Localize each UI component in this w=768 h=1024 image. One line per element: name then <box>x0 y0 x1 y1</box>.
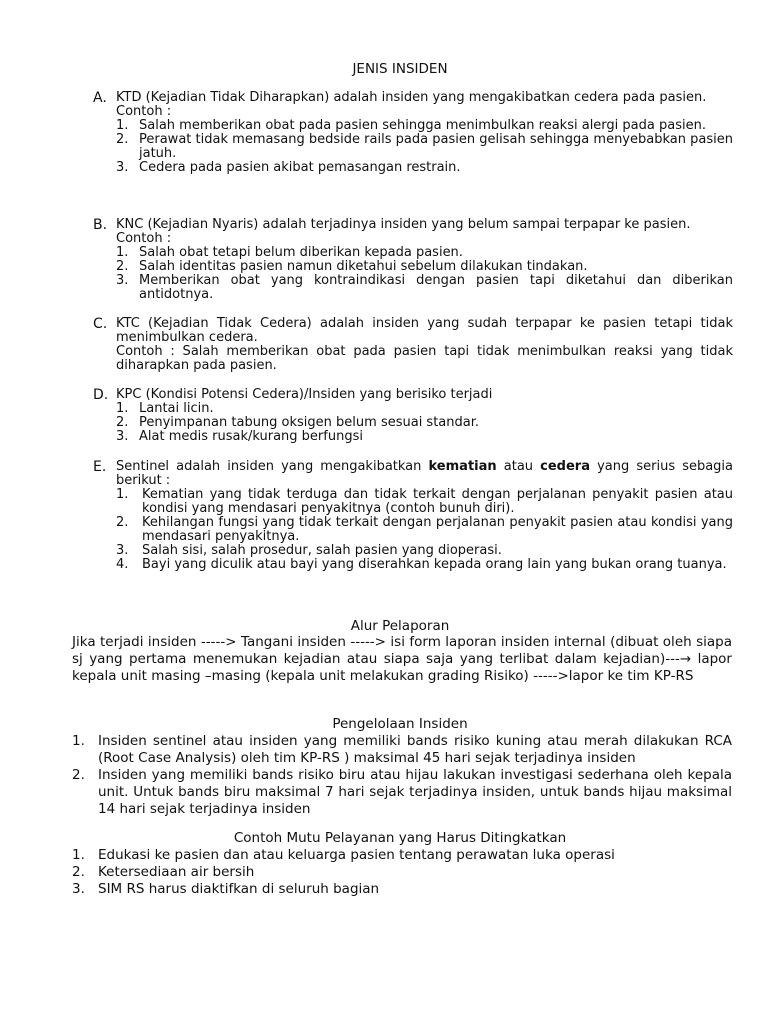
contoh-label: Contoh : <box>116 231 172 246</box>
section-e <box>93 460 733 572</box>
list-item <box>72 881 732 898</box>
item-number: 3. <box>116 543 129 558</box>
item-text: Edukasi ke pasien dan atau keluarga pasien tentang perawatan luka operasi <box>98 847 615 863</box>
section-text: KPC (Kondisi Potensi Cedera)/Insiden yang berisiko terjadi <box>116 387 493 402</box>
section-letter: A. <box>93 90 107 106</box>
item-number: 2. <box>72 864 85 880</box>
list-item <box>116 430 733 444</box>
section-text: KTD (Kejadian Tidak Diharapkan) adalah insiden yang mengakibatkan cedera pada pasien. <box>116 90 707 105</box>
list-item <box>116 246 733 260</box>
list-item <box>116 516 733 544</box>
section-text: KNC (Kejadian Nyaris) adalah terjadinya insiden yang belum sampai terpapar ke pasien. <box>116 217 691 232</box>
alur-text: Jika terjadi insiden -----> Tangani insiden -----> isi form laporan insiden internal (dibuat oleh siapa sj yang pertama menemukan kejadian atau siapa saja yang terlibat dalam kejadian)---→ lapor kepala unit masing –masing (kepala unit melakukan grading Risiko) ----->lapor ke tim KP-RS <box>72 634 732 684</box>
item-text: Alat medis rusak/kurang berfungsi <box>139 429 363 444</box>
item-number: 1. <box>116 487 129 502</box>
list-item <box>116 402 733 416</box>
section-letter: C. <box>93 316 108 332</box>
list-item <box>116 274 733 302</box>
list-item <box>116 133 733 161</box>
pengelolaan-heading: Pengelolaan Insiden <box>332 716 468 732</box>
arrow-symbol: → <box>679 651 692 667</box>
list-item <box>72 847 732 864</box>
item-number: 3. <box>116 273 129 288</box>
section-text: Sentinel adalah insiden yang mengakibatkan kematian atau cedera yang serius sebagia berikut : <box>116 459 734 488</box>
list-item <box>116 488 733 516</box>
section-b <box>93 218 733 302</box>
section-text: KTC (Kejadian Tidak Cedera) adalah insiden yang sudah terpapar ke pasien tetapi tidak menimbulkan cedera. <box>116 316 733 345</box>
item-number: 3. <box>116 160 129 175</box>
section-letter: B. <box>93 217 108 233</box>
item-number: 3. <box>116 429 129 444</box>
item-number: 2. <box>116 132 129 147</box>
page-title: JENIS INSIDEN <box>352 61 448 77</box>
item-text: Kehilangan fungsi yang tidak terkait dengan perjalanan penyakit pasien atau kondisi yang mendasari penyakitnya. <box>142 515 733 544</box>
item-text: Insiden sentinel atau insiden yang memiliki bands risiko kuning atau merah dilakukan RCA (Root Case Analysis) oleh tim KP-RS ) maksimal 45 hari sejak terjadinya insiden <box>98 733 732 766</box>
item-number: 1. <box>116 401 129 416</box>
pengelolaan-list <box>72 733 732 818</box>
list-item <box>116 260 733 274</box>
item-text: Insiden yang memiliki bands risiko biru atau hijau lakukan investigasi sederhana oleh kepala unit. Untuk bands biru maksimal 7 hari sejak terjadinya insiden, untuk bands hijau maksimal 14 hari sejak terjadinya insiden <box>98 767 732 817</box>
contoh-text: Contoh : Salah memberikan obat pada pasien tapi tidak menimbulkan reaksi yang tidak diharapkan pada pasien. <box>116 344 733 373</box>
item-text: Perawat tidak memasang bedside rails pada pasien gelisah sehingga menyebabkan pasien jatuh. <box>139 132 733 161</box>
bold-kematian: kematian <box>428 459 497 474</box>
item-text: Salah identitas pasien namun diketahui sebelum dilakukan tindakan. <box>139 259 588 274</box>
list-item <box>116 416 733 430</box>
item-number: 1. <box>72 847 85 863</box>
item-text: SIM RS harus diaktifkan di seluruh bagian <box>98 881 380 897</box>
item-text: Memberikan obat yang kontraindikasi dengan pasien tapi diketahui dan diberikan antidotnya. <box>139 273 733 302</box>
list-item <box>116 544 733 558</box>
item-text: Kematian yang tidak terduga dan tidak terkait dengan perjalanan penyakit pasien atau kondisi yang mendasari penyakitnya (contoh bunuh diri). <box>142 487 733 516</box>
item-text: Lantai licin. <box>139 401 214 416</box>
bold-cedera: cedera <box>540 459 590 474</box>
item-number: 2. <box>72 767 85 783</box>
list-item <box>116 119 733 133</box>
item-text: Salah obat tetapi belum diberikan kepada pasien. <box>139 245 463 260</box>
item-text: Penyimpanan tabung oksigen belum sesuai standar. <box>139 415 480 430</box>
list-item <box>72 767 732 818</box>
list-item <box>72 733 732 767</box>
item-number: 4. <box>116 557 129 572</box>
section-letter: D. <box>93 387 109 403</box>
item-number: 2. <box>116 515 129 530</box>
item-text: Cedera pada pasien akibat pemasangan restrain. <box>139 160 461 175</box>
item-text: Ketersediaan air bersih <box>98 864 255 880</box>
mutu-list <box>72 847 732 898</box>
item-number: 1. <box>116 118 129 133</box>
item-number: 1. <box>72 733 85 749</box>
item-number: 3. <box>72 881 85 897</box>
item-number: 2. <box>116 259 129 274</box>
item-number: 1. <box>116 245 129 260</box>
section-a <box>93 91 733 175</box>
list-item <box>116 161 733 175</box>
list-item <box>116 558 733 572</box>
alur-text-body: Jika terjadi insiden -----> Tangani insiden -----> isi form laporan insiden internal (dibuat oleh siapa sj yang pertama menemukan kejadian atau siapa saja yang terlibat dalam kejadian)--- <box>72 634 732 667</box>
section-letter: E. <box>93 459 107 475</box>
section-c <box>93 317 733 373</box>
alur-heading: Alur Pelaporan <box>350 618 450 634</box>
mutu-heading: Contoh Mutu Pelayanan yang Harus Ditingkatkan <box>233 830 567 846</box>
list-item <box>72 864 732 881</box>
item-text: Salah sisi, salah prosedur, salah pasien yang dioperasi. <box>142 543 502 558</box>
item-text: Bayi yang diculik atau bayi yang diserahkan kepada orang lain yang bukan orang tuanya. <box>142 557 727 572</box>
item-number: 2. <box>116 415 129 430</box>
item-text: Salah memberikan obat pada pasien sehingga menimbulkan reaksi alergi pada pasien. <box>139 118 706 133</box>
section-d <box>93 388 733 444</box>
contoh-label: Contoh : <box>116 104 172 119</box>
